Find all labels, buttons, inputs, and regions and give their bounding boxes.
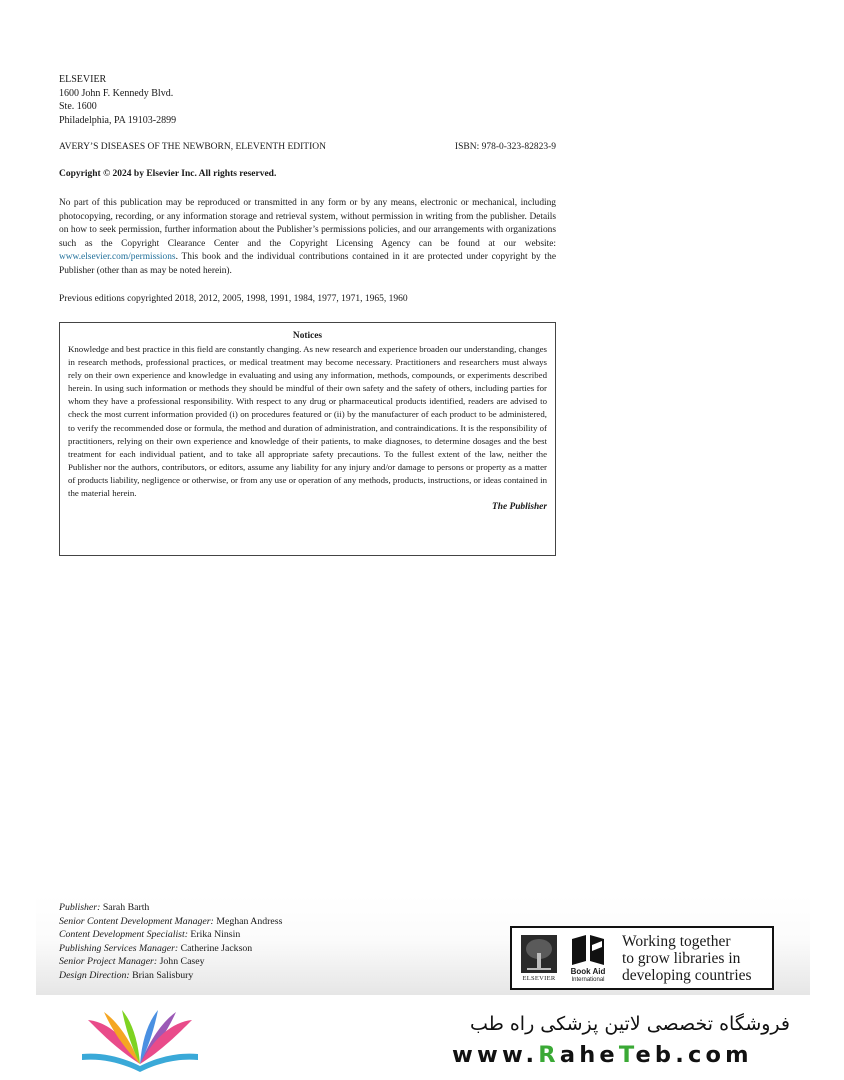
staff-name: Catherine Jackson <box>180 942 253 954</box>
url-letter-t: T <box>618 1042 636 1068</box>
slogan-line-2: to grow libraries in <box>622 950 741 967</box>
slogan-line-3: developing countries <box>622 967 752 984</box>
url-letter-r: R <box>538 1042 560 1068</box>
staff-name: Meghan Andress <box>216 915 283 927</box>
notices-title: Notices <box>292 331 323 341</box>
legal-paragraph <box>59 197 556 278</box>
address-line-1: 1600 John F. Kennedy Blvd. <box>59 87 174 99</box>
staff-name: Sarah Barth <box>102 902 150 913</box>
book-title: AVERY’S DISEASES OF THE NEWBORN, ELEVENTH EDITION <box>59 142 326 152</box>
staff-row <box>59 955 282 969</box>
staff-role: Publisher: <box>59 902 101 913</box>
staff-row <box>59 915 282 929</box>
permissions-link[interactable]: www.elsevier.com/permissions <box>59 252 176 262</box>
url-mid: ahe <box>559 1042 619 1068</box>
staff-role: Design Direction: <box>59 969 130 981</box>
notices-box <box>59 322 556 556</box>
staff-credits <box>59 901 282 983</box>
elsevier-label: ELSEVIER <box>522 975 556 982</box>
address-line-3: Philadelphia, PA 19103-2899 <box>59 114 177 126</box>
book-aid-mark-icon <box>570 935 606 965</box>
store-url <box>452 1042 753 1068</box>
staff-role: Senior Content Development Manager: <box>59 915 214 927</box>
staff-row <box>59 942 282 956</box>
isbn: ISBN: 978-0-323-82823-9 <box>454 142 556 152</box>
staff-role: Senior Project Manager: <box>59 956 158 968</box>
copyright-statement: Copyright © 2024 by Elsevier Inc. All rights reserved. <box>59 169 277 179</box>
book-aid-banner <box>510 926 774 990</box>
notices-body: Knowledge and best practice in this field are constantly changing. As new research and experience broaden our understanding, changes in research methods, professional practices, or medical treatment may become necessary. Practitioners and researchers must always rely on their own experience and knowledge in evaluating and using any information, methods, compounds, or experiments described herein. In using such information or methods they should be mindful of their own safety and the safety of others, including parties for whom they have a professional responsibility. With respect to any drug or pharmaceutical products identified, readers are advised to check the most current information provided (i) on procedures featured or (ii) by the manufacturer of each product to be administered, to verify the recommended dose or formula, the method and duration of administration, and contraindications. It is the responsibility of practitioners, relying on their own experience and knowledge of their patients, to make diagnoses, to determine dosages and the best treatment for each individual patient, and to take all appropriate safety precautions. To the fullest extent of the law, neither the Publisher nor the authors, contributors, or editors, assume any liability for any injury and/or damage to persons or property as a matter of products liability, negligence or otherwise, or from any use or operation of any methods, products, instructions, or ideas contained in the material herein. <box>68 344 547 499</box>
notices-signature: The Publisher <box>492 502 547 513</box>
book-aid-slogan <box>622 933 752 984</box>
legal-text-part-2: . This book and the individual contributions contained in it are protected under copyright by the Publisher (other than as may be noted herein). <box>59 252 556 276</box>
publisher-address <box>59 73 176 127</box>
staff-role: Publishing Services Manager: <box>59 942 179 954</box>
book-aid-sublabel: International <box>571 977 605 983</box>
url-prefix: www. <box>452 1042 539 1068</box>
staff-role: Content Development Specialist: <box>59 929 188 941</box>
previous-editions: Previous editions copyrighted 2018, 2012, 2005, 1998, 1991, 1984, 1977, 1971, 1965, 1960 <box>59 294 408 304</box>
open-book-logo-icon <box>78 1008 202 1072</box>
staff-name: Brian Salisbury <box>132 969 194 981</box>
staff-row <box>59 928 282 942</box>
address-line-2: Ste. 1600 <box>59 101 97 112</box>
store-name-persian: فروشگاه تخصصی لاتین پزشکی راه طب <box>470 1013 790 1035</box>
legal-text-part-1: No part of this publication may be reproduced or transmitted in any form or by any means, electronic or mechanical, including photocopying, recording, or any information storage and retrieval system, without permission in writing from the publisher. Details on how to seek permission, further information about the Publisher’s permissions policies, and our arrangements with organizations such as the Copyright Clearance Center and the Copyright Licensing Agency can be found at our website: <box>59 198 556 249</box>
elsevier-tree-icon <box>521 935 557 973</box>
book-aid-label: Book Aid <box>570 967 606 976</box>
slogan-line-1: Working together <box>622 933 731 950</box>
staff-row <box>59 969 282 983</box>
staff-row <box>59 901 282 915</box>
staff-name: Erika Ninsin <box>190 929 241 941</box>
title-isbn-line <box>59 142 556 152</box>
staff-name: John Casey <box>159 956 205 968</box>
url-suffix: eb.com <box>635 1042 753 1068</box>
book-aid-logo <box>566 935 610 985</box>
publisher-name: ELSEVIER <box>59 74 107 85</box>
elsevier-logo <box>520 935 558 985</box>
